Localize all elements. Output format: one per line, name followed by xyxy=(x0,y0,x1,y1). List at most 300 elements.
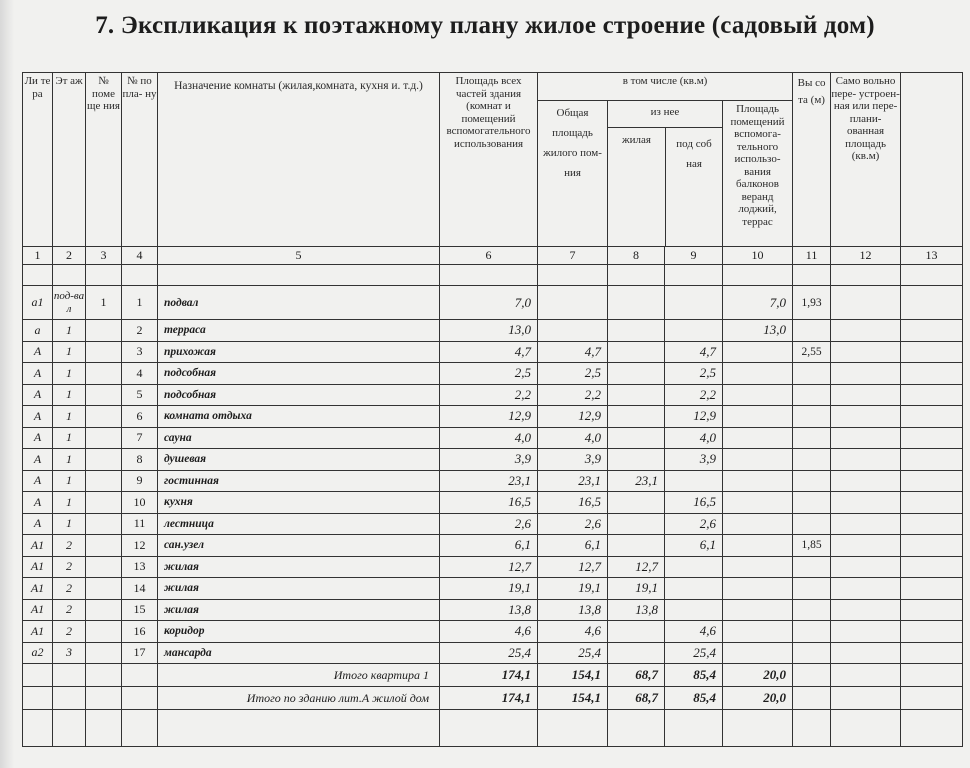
column-number: 13 xyxy=(901,247,963,265)
cell-empty xyxy=(122,664,158,687)
cell-aux-area xyxy=(665,470,723,492)
cell-unauthorized xyxy=(831,642,901,664)
cell-height xyxy=(793,599,831,621)
cell-empty xyxy=(793,710,831,747)
blank-row xyxy=(23,265,963,286)
cell-room-number xyxy=(86,406,122,428)
cell-living-area xyxy=(608,492,665,514)
cell-floor: 1 xyxy=(53,320,86,342)
table-row xyxy=(23,535,963,557)
cell-floor: 1 xyxy=(53,470,86,492)
cell-floor: 1 xyxy=(53,341,86,363)
cell-balcony-area xyxy=(723,513,793,535)
header-living: жилая xyxy=(608,128,666,246)
cell-area: 6,1 xyxy=(440,535,538,557)
cell-living-area xyxy=(608,621,665,643)
cell-plan-number: 13 xyxy=(122,556,158,578)
header-of-them-group xyxy=(608,101,723,247)
cell-col13 xyxy=(901,492,963,514)
cell-balcony-area xyxy=(723,492,793,514)
cell-room-name: подвал xyxy=(158,286,440,320)
cell-room-name: сан.узел xyxy=(158,535,440,557)
cell-room-name: комната отдыха xyxy=(158,406,440,428)
cell-plan-number: 14 xyxy=(122,578,158,600)
cell-room-number xyxy=(86,556,122,578)
cell-col13 xyxy=(901,449,963,471)
cell-empty xyxy=(901,687,963,710)
cell-floor: 2 xyxy=(53,578,86,600)
cell-living-area: 13,8 xyxy=(608,599,665,621)
cell-general-area: 25,4 xyxy=(538,642,608,664)
cell-room-number xyxy=(86,535,122,557)
cell-aux-area: 4,0 xyxy=(665,427,723,449)
cell-unauthorized xyxy=(831,363,901,385)
cell-total-living: 68,7 xyxy=(608,687,665,710)
table-row xyxy=(23,449,963,471)
cell-living-area: 23,1 xyxy=(608,470,665,492)
cell-total-general: 154,1 xyxy=(538,664,608,687)
cell-plan-number: 6 xyxy=(122,406,158,428)
cell-height xyxy=(793,384,831,406)
cell-room-number xyxy=(86,578,122,600)
cell-plan-number: 2 xyxy=(122,320,158,342)
cell-height: 2,55 xyxy=(793,341,831,363)
cell-floor: 1 xyxy=(53,513,86,535)
cell-litera: А xyxy=(23,492,53,514)
cell-area: 19,1 xyxy=(440,578,538,600)
cell-living-area: 19,1 xyxy=(608,578,665,600)
cell-litera: А xyxy=(23,406,53,428)
cell-living-area xyxy=(608,341,665,363)
cell-area: 12,9 xyxy=(440,406,538,428)
cell-living-area xyxy=(608,427,665,449)
cell-area: 4,7 xyxy=(440,341,538,363)
table-row xyxy=(23,286,963,320)
cell-height xyxy=(793,363,831,385)
cell-total-area: 174,1 xyxy=(440,687,538,710)
cell-total-area: 174,1 xyxy=(440,664,538,687)
cell-general-area: 2,6 xyxy=(538,513,608,535)
cell-empty xyxy=(158,710,440,747)
cell-unauthorized xyxy=(831,621,901,643)
cell-total-living: 68,7 xyxy=(608,664,665,687)
cell-area: 2,2 xyxy=(440,384,538,406)
cell-empty xyxy=(122,710,158,747)
column-number: 5 xyxy=(158,247,440,265)
cell-general-area: 6,1 xyxy=(538,535,608,557)
cell-balcony-area xyxy=(723,578,793,600)
cell-floor: 1 xyxy=(53,384,86,406)
cell-litera: А1 xyxy=(23,578,53,600)
cell-general-area: 12,7 xyxy=(538,556,608,578)
cell-room-number xyxy=(86,470,122,492)
cell-room-number xyxy=(86,492,122,514)
cell-floor: 2 xyxy=(53,556,86,578)
cell-living-area xyxy=(608,286,665,320)
header-col13 xyxy=(901,73,963,247)
cell-balcony-area: 7,0 xyxy=(723,286,793,320)
cell-aux-area: 4,7 xyxy=(665,341,723,363)
cell-living-area xyxy=(608,513,665,535)
cell-room-name: жилая xyxy=(158,556,440,578)
blank-row xyxy=(23,710,963,747)
cell-balcony-area xyxy=(723,470,793,492)
cell-room-number xyxy=(86,449,122,471)
cell-living-area: 12,7 xyxy=(608,556,665,578)
cell-general-area xyxy=(538,320,608,342)
cell-plan-number: 12 xyxy=(122,535,158,557)
cell-height xyxy=(793,406,831,428)
cell-balcony-area xyxy=(723,341,793,363)
cell-plan-number: 10 xyxy=(122,492,158,514)
cell-empty xyxy=(122,687,158,710)
cell-empty xyxy=(86,687,122,710)
cell-col13 xyxy=(901,513,963,535)
cell-col13 xyxy=(901,286,963,320)
cell-unauthorized xyxy=(831,470,901,492)
cell-floor: 2 xyxy=(53,621,86,643)
cell-col13 xyxy=(901,406,963,428)
cell-empty xyxy=(831,710,901,747)
cell-litera: А1 xyxy=(23,621,53,643)
cell-floor: 3 xyxy=(53,642,86,664)
cell-living-area xyxy=(608,449,665,471)
table-row xyxy=(23,578,963,600)
cell-empty xyxy=(608,710,665,747)
table-row xyxy=(23,642,963,664)
cell-col13 xyxy=(901,320,963,342)
cell-aux-area xyxy=(665,556,723,578)
cell-room-name: мансарда xyxy=(158,642,440,664)
cell-litera: а1 xyxy=(23,286,53,320)
cell-litera: а2 xyxy=(23,642,53,664)
cell-col13 xyxy=(901,621,963,643)
cell-empty xyxy=(538,710,608,747)
cell-aux-area xyxy=(665,320,723,342)
cell-aux-area: 3,9 xyxy=(665,449,723,471)
cell-height: 1,93 xyxy=(793,286,831,320)
cell-unauthorized xyxy=(831,427,901,449)
cell-balcony-area xyxy=(723,599,793,621)
cell-aux-area: 2,2 xyxy=(665,384,723,406)
cell-room-number xyxy=(86,599,122,621)
cell-aux-area: 2,6 xyxy=(665,513,723,535)
cell-litera: а xyxy=(23,320,53,342)
cell-aux-area xyxy=(665,599,723,621)
cell-height xyxy=(793,578,831,600)
cell-height xyxy=(793,513,831,535)
cell-room-number xyxy=(86,384,122,406)
cell-empty xyxy=(86,664,122,687)
cell-aux-area xyxy=(665,578,723,600)
explication-table xyxy=(22,72,963,747)
cell-col13 xyxy=(901,427,963,449)
cell-balcony-area xyxy=(723,535,793,557)
cell-room-name: кухня xyxy=(158,492,440,514)
cell-living-area xyxy=(608,320,665,342)
column-number: 9 xyxy=(665,247,723,265)
cell-room-name: коридор xyxy=(158,621,440,643)
cell-balcony-area xyxy=(723,642,793,664)
cell-area: 13,8 xyxy=(440,599,538,621)
cell-unauthorized xyxy=(831,286,901,320)
cell-aux-area xyxy=(665,286,723,320)
cell-room-name: прихожая xyxy=(158,341,440,363)
cell-general-area: 13,8 xyxy=(538,599,608,621)
cell-empty xyxy=(53,687,86,710)
cell-height xyxy=(793,320,831,342)
total-row xyxy=(23,664,963,687)
cell-plan-number: 16 xyxy=(122,621,158,643)
cell-col13 xyxy=(901,384,963,406)
cell-unauthorized xyxy=(831,492,901,514)
column-number: 7 xyxy=(538,247,608,265)
cell-general-area: 2,5 xyxy=(538,363,608,385)
header-floor: Эт аж xyxy=(53,73,86,247)
cell-col13 xyxy=(901,599,963,621)
cell-floor: 1 xyxy=(53,406,86,428)
cell-unauthorized xyxy=(831,341,901,363)
header-height: Вы со та (м) xyxy=(793,73,831,247)
cell-aux-area: 6,1 xyxy=(665,535,723,557)
header-auxiliary: под соб ная xyxy=(676,138,712,170)
cell-area: 4,0 xyxy=(440,427,538,449)
cell-empty xyxy=(53,664,86,687)
cell-unauthorized xyxy=(831,384,901,406)
cell-balcony-area xyxy=(723,406,793,428)
column-number: 3 xyxy=(86,247,122,265)
column-number: 2 xyxy=(53,247,86,265)
cell-room-name: жилая xyxy=(158,599,440,621)
header-general-living-area: Общая площадь жилого пом-ния xyxy=(538,101,608,247)
column-number: 12 xyxy=(831,247,901,265)
cell-height xyxy=(793,427,831,449)
cell-balcony-area xyxy=(723,621,793,643)
cell-unauthorized xyxy=(831,535,901,557)
header-plan-number: № по пла- ну xyxy=(122,73,158,247)
cell-general-area: 16,5 xyxy=(538,492,608,514)
cell-plan-number: 15 xyxy=(122,599,158,621)
cell-room-name: терраса xyxy=(158,320,440,342)
cell-total-balcony: 20,0 xyxy=(723,664,793,687)
cell-area: 2,5 xyxy=(440,363,538,385)
cell-area: 16,5 xyxy=(440,492,538,514)
cell-floor: под-вал xyxy=(53,286,86,320)
cell-empty xyxy=(793,687,831,710)
table-row xyxy=(23,470,963,492)
cell-general-area: 3,9 xyxy=(538,449,608,471)
header-room-number: № поме ще ния xyxy=(86,73,122,247)
cell-room-number xyxy=(86,363,122,385)
cell-empty xyxy=(86,710,122,747)
cell-general-area: 4,0 xyxy=(538,427,608,449)
cell-height xyxy=(793,556,831,578)
cell-general-area: 19,1 xyxy=(538,578,608,600)
cell-height: 1,85 xyxy=(793,535,831,557)
cell-balcony-area xyxy=(723,449,793,471)
cell-general-area: 2,2 xyxy=(538,384,608,406)
table-row xyxy=(23,406,963,428)
cell-unauthorized xyxy=(831,449,901,471)
cell-total-label: Итого квартира 1 xyxy=(158,664,440,687)
cell-floor: 2 xyxy=(53,535,86,557)
cell-empty xyxy=(23,664,53,687)
table-row xyxy=(23,363,963,385)
cell-room-number: 1 xyxy=(86,286,122,320)
cell-empty xyxy=(23,710,53,747)
cell-aux-area: 2,5 xyxy=(665,363,723,385)
cell-area: 7,0 xyxy=(440,286,538,320)
cell-col13 xyxy=(901,578,963,600)
cell-living-area xyxy=(608,384,665,406)
cell-general-area: 12,9 xyxy=(538,406,608,428)
cell-floor: 1 xyxy=(53,449,86,471)
total-row xyxy=(23,687,963,710)
table-row xyxy=(23,384,963,406)
cell-litera: А xyxy=(23,384,53,406)
cell-area: 2,6 xyxy=(440,513,538,535)
cell-litera: А xyxy=(23,513,53,535)
cell-floor: 1 xyxy=(53,492,86,514)
cell-empty xyxy=(831,687,901,710)
column-number: 10 xyxy=(723,247,793,265)
cell-litera: А xyxy=(23,341,53,363)
cell-col13 xyxy=(901,470,963,492)
cell-room-number xyxy=(86,642,122,664)
cell-general-area xyxy=(538,286,608,320)
column-number: 6 xyxy=(440,247,538,265)
cell-height xyxy=(793,642,831,664)
cell-room-name: подсобная xyxy=(158,363,440,385)
cell-plan-number: 7 xyxy=(122,427,158,449)
cell-total-label: Итого по зданию лит.А жилой дом xyxy=(158,687,440,710)
cell-col13 xyxy=(901,363,963,385)
cell-total-aux: 85,4 xyxy=(665,664,723,687)
header-of-them: из нее xyxy=(608,101,722,128)
header-including: в том числе (кв.м) xyxy=(538,73,793,101)
cell-floor: 1 xyxy=(53,363,86,385)
header-room-purpose: Назначение комнаты (жилая,комната, кухня и. т.д.) xyxy=(158,73,440,247)
table-row xyxy=(23,341,963,363)
cell-height xyxy=(793,449,831,471)
cell-height xyxy=(793,621,831,643)
cell-unauthorized xyxy=(831,599,901,621)
cell-plan-number: 3 xyxy=(122,341,158,363)
cell-room-name: лестница xyxy=(158,513,440,535)
cell-room-name: душевая xyxy=(158,449,440,471)
cell-litera: А1 xyxy=(23,556,53,578)
cell-litera: А xyxy=(23,363,53,385)
cell-unauthorized xyxy=(831,578,901,600)
cell-balcony-area xyxy=(723,384,793,406)
page-title: 7. Экспликация к поэтажному плану жилое строение (садовый дом) xyxy=(95,12,875,39)
cell-general-area: 23,1 xyxy=(538,470,608,492)
cell-unauthorized xyxy=(831,320,901,342)
cell-general-area: 4,6 xyxy=(538,621,608,643)
cell-height xyxy=(793,492,831,514)
cell-living-area xyxy=(608,535,665,557)
cell-plan-number: 11 xyxy=(122,513,158,535)
cell-aux-area: 16,5 xyxy=(665,492,723,514)
cell-room-number xyxy=(86,427,122,449)
header-unauthorized-area: Само вольно пере- устроен- ная или пере- плани- ованная площадь (кв.м) xyxy=(831,73,901,247)
cell-living-area xyxy=(608,406,665,428)
cell-empty xyxy=(793,664,831,687)
cell-plan-number: 5 xyxy=(122,384,158,406)
cell-total-general: 154,1 xyxy=(538,687,608,710)
table-row xyxy=(23,492,963,514)
cell-empty xyxy=(831,664,901,687)
table-row xyxy=(23,320,963,342)
cell-aux-area: 4,6 xyxy=(665,621,723,643)
cell-floor: 1 xyxy=(53,427,86,449)
table-row xyxy=(23,599,963,621)
cell-floor: 2 xyxy=(53,599,86,621)
cell-total-aux: 85,4 xyxy=(665,687,723,710)
cell-empty xyxy=(901,710,963,747)
cell-room-number xyxy=(86,513,122,535)
column-number: 8 xyxy=(608,247,665,265)
cell-area: 12,7 xyxy=(440,556,538,578)
cell-empty xyxy=(723,710,793,747)
cell-room-name: сауна xyxy=(158,427,440,449)
cell-litera: А xyxy=(23,427,53,449)
cell-room-number xyxy=(86,341,122,363)
cell-aux-area: 12,9 xyxy=(665,406,723,428)
cell-litera: А xyxy=(23,449,53,471)
cell-aux-area: 25,4 xyxy=(665,642,723,664)
cell-balcony-area xyxy=(723,427,793,449)
table-row xyxy=(23,556,963,578)
cell-room-name: гостинная xyxy=(158,470,440,492)
cell-col13 xyxy=(901,642,963,664)
cell-balcony-area xyxy=(723,363,793,385)
cell-empty xyxy=(53,710,86,747)
header-balcony-area: Площадь помещений вспомога- тельного использо- вания балконов веранд лоджий, террас xyxy=(723,101,793,247)
cell-plan-number: 8 xyxy=(122,449,158,471)
cell-general-area: 4,7 xyxy=(538,341,608,363)
cell-height xyxy=(793,470,831,492)
column-number: 1 xyxy=(23,247,53,265)
cell-living-area xyxy=(608,642,665,664)
cell-plan-number: 4 xyxy=(122,363,158,385)
cell-plan-number: 17 xyxy=(122,642,158,664)
column-number: 11 xyxy=(793,247,831,265)
cell-room-name: подсобная xyxy=(158,384,440,406)
cell-plan-number: 9 xyxy=(122,470,158,492)
cell-unauthorized xyxy=(831,556,901,578)
cell-area: 25,4 xyxy=(440,642,538,664)
column-number-row xyxy=(23,247,963,265)
cell-plan-number: 1 xyxy=(122,286,158,320)
cell-room-number xyxy=(86,320,122,342)
cell-unauthorized xyxy=(831,513,901,535)
cell-area: 13,0 xyxy=(440,320,538,342)
cell-balcony-area xyxy=(723,556,793,578)
table-row xyxy=(23,427,963,449)
cell-empty xyxy=(901,664,963,687)
cell-col13 xyxy=(901,556,963,578)
table-row xyxy=(23,621,963,643)
cell-litera: А xyxy=(23,470,53,492)
cell-area: 4,6 xyxy=(440,621,538,643)
cell-col13 xyxy=(901,341,963,363)
cell-area: 3,9 xyxy=(440,449,538,471)
cell-col13 xyxy=(901,535,963,557)
column-number: 4 xyxy=(122,247,158,265)
cell-empty xyxy=(440,710,538,747)
cell-empty xyxy=(23,687,53,710)
